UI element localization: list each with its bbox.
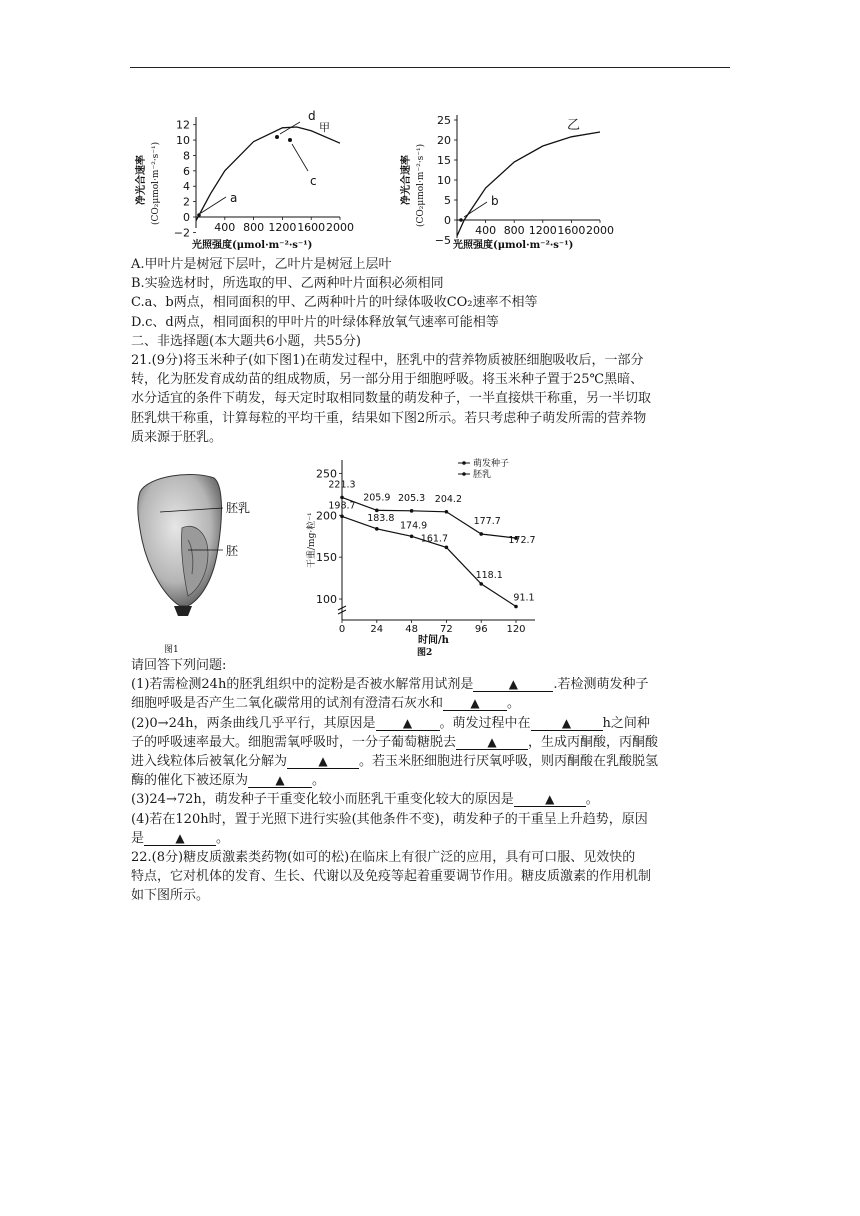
fig2-data-label: 183.8 [367,512,395,524]
q2-text-c: h之间种 [602,715,650,731]
q22-line-2: 特点，它对机体的发育、生长、代谢以及免疫等起着重要调节作用。糖皮质激素的作用机制 [131,869,652,885]
section-title: 二、非选择题(本大题共6小题，共55分) [131,333,361,349]
chart-jia-ylabel-top: 净光合速率 [136,155,147,205]
fig2-ylabel: 干重/mg·粒⁻¹ [307,512,317,568]
fig1-caption: 图1 [164,645,179,655]
q3-text-b: 。 [585,792,599,808]
fig2-data-label: 91.1 [513,592,535,604]
answer-mark: ▲ [487,734,497,749]
answer-mark: ▲ [470,696,480,711]
fig2-xtick-label: 24 [370,624,384,635]
chart-yi-ytick-label: 5 [444,194,451,207]
fig2-data-label: 118.1 [475,569,503,581]
fig2-data-label: 204.2 [434,493,463,505]
fig2-data-point [375,527,379,531]
chart-jia-ytick-label: 10 [176,134,190,148]
fig2-data-point [514,605,518,609]
q2-line-1 [131,714,731,733]
fig2-legend [458,457,509,480]
q3-text-a: (3)24→72h，萌发种子干重变化较小而胚乳干重变化较大的原因是 [131,792,514,808]
answer-mark: ▲ [318,754,328,769]
chart-jia-xtick-label: 2000 [326,221,354,234]
fig2-data-point [445,510,449,514]
q4-text-c: 。 [216,830,230,846]
chart-jia-point-a [197,213,201,217]
question-options [131,255,731,447]
chart-jia-curve [196,127,340,221]
q2-text-h: 酶的催化下被还原为 [131,773,249,789]
q2-text-g: 。若玉米胚细胞进行厌氧呼吸，则丙酮酸在乳酸脱氢 [359,754,659,770]
fig2-xtick-label: 120 [506,624,526,635]
fig2-xtick-label: 48 [405,624,418,635]
chart-yi [395,105,625,255]
answer-mark: ▲ [508,677,518,692]
chart-yi-xtick-label: 400 [475,224,497,237]
q2-text-e: ，生成丙酮酸，丙酮酸 [528,734,659,750]
fig2-data-label: 161.7 [420,533,449,545]
q4-text-b: 是 [131,830,145,846]
chart-jia-xtick-label: 400 [214,221,236,234]
chart-jia-annot-d: d [308,109,316,123]
fig2-data-label: 205.9 [363,492,391,504]
chart-yi-ytick-label: 20 [437,134,451,147]
q1-blank-2[interactable] [443,696,507,711]
chart-jia-xtick-label: 1600 [297,221,326,234]
chart-jia-ytick-label: 12 [176,118,190,132]
q2-blank-2[interactable] [531,716,603,731]
fig2-caption: 图2 [417,648,433,658]
fig2-ytick-label: 250 [316,467,337,481]
fig2-data-point [375,509,379,513]
chart-yi-ytick-label: 25 [437,114,451,127]
chart-yi-xtick-label: 1600 [557,224,586,237]
chart-yi-series-label: 乙 [567,118,581,133]
fig2-data-label: 205.3 [397,492,426,504]
chart-yi-point-b [459,218,463,222]
q21-line-4: 胚乳烘干称重，计算每粒的平均干重，结果如下图2所示。若只考虑种子萌发所需的营养物 [131,410,647,426]
fig2-series-line [342,516,516,606]
chart-jia-ytick-label: 4 [183,180,190,194]
chart-jia-xtick-label: 800 [243,221,265,234]
chart-jia-point-d [275,135,279,139]
chart-yi-ylabel-bottom: (CO₂μmol·m⁻²·s⁻¹) [416,143,426,227]
q2-line-3 [131,752,731,771]
q2-text-f: 进入线粒体后被氧化分解为 [131,754,288,770]
chart-jia-ytick-label: 2 [183,195,190,209]
q2-blank-4[interactable] [287,754,359,769]
figure-1-corn-seed [130,470,280,655]
q3-line-1 [131,790,731,809]
fig2-legend-seed: 萌发种子 [473,459,510,469]
chart-jia-xtick-label: 1200 [268,221,297,234]
chart-jia-annot-c: c [310,174,317,188]
q1-text-a: (1)若需检测24h的胚乳组织中的淀粉是否被水解常用试剂是 [131,677,474,693]
fig1-label-endosperm: 胚乳 [226,501,251,515]
fig2-ytick-label: 150 [316,551,337,565]
fig2-data-point [445,546,449,550]
option-d: D.c、d两点，相同面积的甲叶片的叶绿体释放氧气速率可能相等 [131,314,499,330]
option-c: C.a、b两点，相同面积的甲、乙两种叶片的叶绿体吸收CO₂速率不相等 [131,295,538,311]
q22-line-3: 如下图所示。 [131,888,210,904]
q2-text-b: 。萌发过程中在 [439,715,531,731]
q21-line-3: 水分适宜的条件下萌发，每天定时取相同数量的萌发种子，一半直接烘干称重，另一半切取 [131,391,652,407]
answer-mark: ▲ [545,792,555,807]
fig2-data-label: 177.7 [473,515,501,527]
q-prompt: 请回答下列问题: [131,658,227,673]
q21-line-1: 21.(9分)将玉米种子(如下图1)在萌发过程中，胚乳中的营养物质被胚细胞吸收后，一部分 [131,353,644,369]
q2-text-i: 。 [312,773,326,789]
q1-text-d: 。 [507,696,521,712]
fig2-xtick-label: 96 [474,624,488,635]
answer-mark: ▲ [175,830,185,845]
fig2-data-label: 174.9 [399,520,428,532]
q4-line-2 [131,829,731,848]
q1-text-b: .若检测萌发种子 [553,677,649,693]
q2-line-2 [131,733,731,752]
q4-line-1: (4)若在120h时，置于光照下进行实验(其他条件不变)，萌发种子的干重呈上升趋势，原因 [131,811,648,827]
fig2-data-label: 198.7 [328,500,356,512]
fig2-data-label: 221.3 [328,479,356,491]
chart-jia-ytick-label: −2 [173,226,190,240]
fig2-data-point [340,515,344,519]
chart-yi-xtick-label: 2000 [586,224,614,237]
chart-jia-ytick-label: 0 [183,211,190,224]
figure-2-chart [300,450,550,660]
chart-jia-annot-a: a [230,191,238,205]
fig2-data-point [479,532,483,536]
answer-mark: ▲ [402,715,413,730]
q2-text-a: (2)0→24h，两条曲线几乎平行，其原因是 [131,715,376,731]
chart-yi-ytick-label: 15 [437,154,451,167]
fig2-data-point [410,509,414,513]
chart-yi-annot-b: b [491,194,499,208]
chart-jia [130,105,360,255]
chart-jia-ytick-label: 8 [183,149,190,163]
q21-subquestions [131,656,731,906]
fig2-data-point [410,535,414,539]
q1-text-c: 细胞呼吸是否产生二氧化碳常用的试剂有澄清石灰水和 [131,696,444,712]
chart-jia-series-label: 甲 [319,121,330,134]
q1-line-1 [131,675,731,694]
q2-text-d: 子的呼吸速率最大。细胞需氧呼吸时，一分子葡萄糖脱去 [131,734,457,750]
q21-line-5: 质来源于胚乳。 [131,429,223,445]
fig2-data-label: 172.7 [508,535,536,547]
q1-line-2 [131,694,731,713]
chart-jia-xlabel: 光照强度(μmol·m⁻²·s⁻¹) [192,240,313,251]
chart-yi-ytick-label: −5 [434,234,451,247]
q2-blank-1[interactable] [376,716,440,731]
chart-yi-xtick-label: 1200 [528,224,557,237]
q22-line-1: 22.(8分)糖皮质激素类药物(如可的松)在临床上有很广泛的应用，具有可口服、见效快的 [131,850,636,866]
chart-yi-ytick-label: 10 [437,174,451,187]
fig1-label-embryo: 胚 [226,544,239,558]
fig2-xtick-label: 0 [338,624,346,635]
q3-blank-1[interactable] [514,792,586,807]
option-b: B.实验选材时，所选取的甲、乙两种叶片面积必须相同 [131,276,444,292]
q2-blank-3[interactable] [456,735,528,750]
fig2-ytick-label: 100 [316,593,337,607]
chart-yi-ytick-label: 0 [444,214,451,227]
q21-line-2: 转，化为胚发育成幼苗的组成物质，另一部分用于细胞呼吸。将玉米种子置于25℃黑暗、 [131,372,644,388]
q2-blank-5[interactable] [248,773,312,788]
chart-jia-ytick-label: 6 [183,164,190,178]
fig2-xtick-label: 72 [440,624,453,635]
header-rule [130,67,730,68]
fig2-ytick-label: 200 [316,509,337,523]
chart-yi-xlabel: 光照强度(μmol·m⁻²·s⁻¹) [453,240,574,251]
q4-blank-1[interactable] [144,831,216,846]
fig2-legend-endosperm: 胚乳 [473,470,492,480]
answer-mark: ▲ [561,715,572,730]
chart-jia-ylabel-bottom: (CO₂μmol·m⁻²·s⁻¹) [151,141,161,225]
q1-blank-1[interactable] [473,677,553,692]
q2-line-4 [131,771,731,790]
option-a: A.甲叶片是树冠下层叶，乙叶片是树冠上层叶 [131,257,392,272]
answer-mark: ▲ [275,773,285,788]
chart-jia-point-c [288,138,292,142]
chart-yi-ylabel-top: 净光合速率 [401,155,412,205]
chart-yi-xtick-label: 800 [503,224,525,237]
fig2-data-point [340,496,344,500]
fig2-xlabel: 时间/h [418,635,449,646]
fig2-data-point [479,582,483,586]
